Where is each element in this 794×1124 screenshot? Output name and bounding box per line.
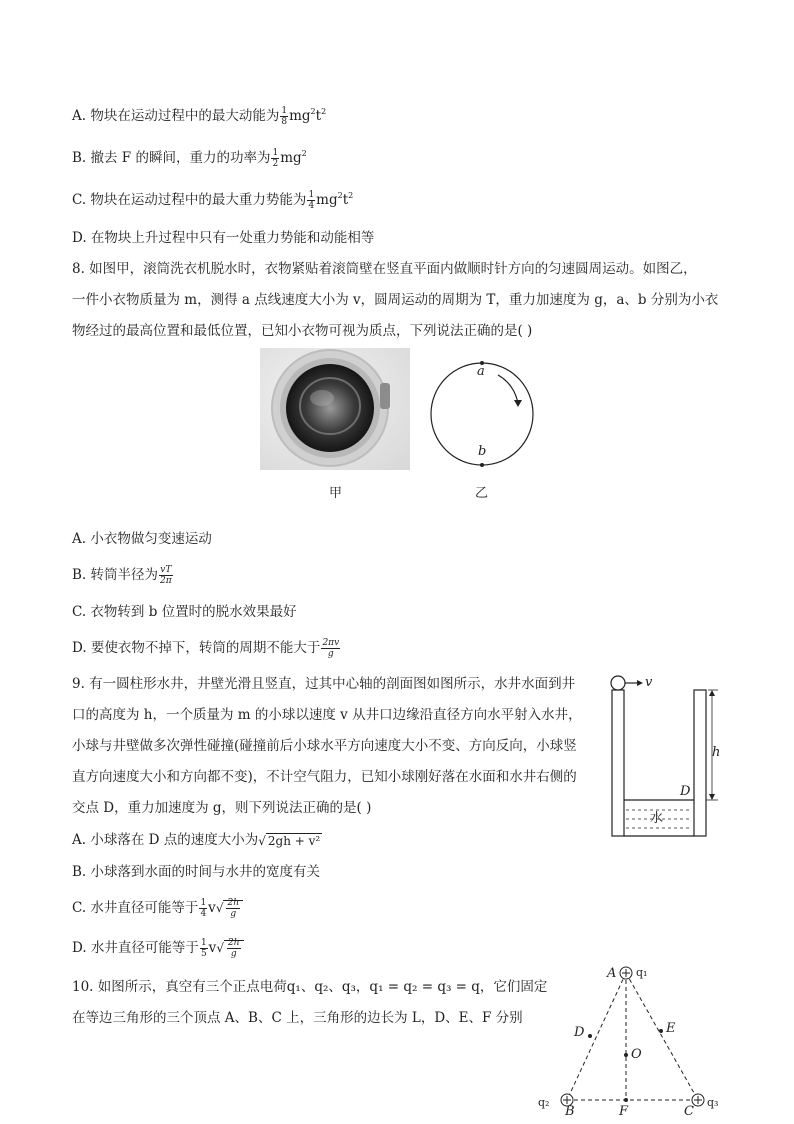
sqrt-expression: √ $\frac{2h}{g}$ — [216, 898, 243, 919]
triangle-charge-diagram — [530, 960, 730, 1124]
velocity-label: v — [645, 675, 653, 690]
charge-q3-label: q₃ — [707, 1096, 719, 1109]
q7-option-b: B. 撤去 F 的瞬间，重力的功率为 $\frac{1}{2}$ $mg^2$ — [72, 148, 307, 169]
q8-option-d: D. 要使衣物不掉下，转筒的周期不能大于 $\frac{2\pi v}{g}$ — [72, 638, 340, 659]
q8-option-c: C. 衣物转到 b 位置时的脱水效果最好 — [72, 604, 297, 620]
q8-option-b: B. 转筒半径为 $\frac{vT}{2\pi}$ — [72, 565, 172, 586]
q9-option-b: B. 小球落到水面的时间与水井的宽度有关 — [72, 864, 321, 880]
point-f-label: F — [619, 1104, 629, 1119]
washing-machine-photo — [260, 348, 410, 474]
q7-option-c: C. 物块在运动过程中的最大重力势能为 $\frac{1}{4}$ $mg^2t^2$ — [72, 190, 354, 211]
q8-stem-line3: 物经过的最高位置和最低位置，已知小衣物可视为质点，下列说法正确的是( ) — [72, 323, 533, 339]
q8-option-a: A. 小衣物做匀变速运动 — [72, 531, 212, 547]
figure-yi-caption: 乙 — [475, 486, 489, 501]
q9-stem-line3: 小球与井壁做多次弹性碰撞(碰撞前后小球水平方向速度大小不变、方向反向，小球竖 — [72, 738, 577, 754]
q7-option-d: D. 在物块上升过程中只有一处重力势能和动能相等 — [72, 230, 375, 246]
point-b-label: b — [478, 444, 487, 459]
figure-jia-caption: 甲 — [329, 486, 343, 501]
q7-option-a: A. 物块在运动过程中的最大动能为 $\frac{1}{8}$ $mg^2t^2$ — [72, 106, 327, 127]
fraction: $\frac{1}{5}$ — [200, 938, 207, 959]
q9-option-c: C. 水井直径可能等于 $\frac{1}{4}$ v√ $\frac{2h}{g}$ — [72, 898, 243, 919]
fraction: $\frac{1}{4}$ — [308, 190, 315, 211]
vertex-b-label: B — [565, 1104, 575, 1119]
point-a-label: a — [477, 364, 485, 379]
vertex-c-label: C — [684, 1104, 694, 1119]
q10-stem-line1: 10. 如图所示，真空有三个正点电荷q₁、q₂、q₃，q₁ = q₂ = q₃ = q，它们固定 — [72, 979, 548, 995]
q8-stem-line1: 8. 如图甲，滚筒洗衣机脱水时，衣物紧贴着滚筒壁在竖直平面内做顺时针方向的匀速圆周运动。如图乙， — [72, 261, 697, 277]
charge-q1-label: q₁ — [636, 966, 648, 979]
fraction: $\frac{2\pi v}{g}$ — [322, 638, 340, 659]
q9-stem-line5: 交点 D，重力加速度为 g，则下列说法正确的是( ) — [72, 800, 372, 816]
fraction: $\frac{1}{4}$ — [200, 898, 207, 919]
q9-stem-line1: 9. 有一圆柱形水井，井壁光滑且竖直，过其中心轴的剖面图如图所示，水井水面到井 — [72, 676, 576, 692]
charge-q2-label: q₂ — [538, 1096, 550, 1109]
q8-stem-line2: 一件小衣物质量为 m，测得 a 点线速度大小为 v，圆周运动的周期为 T，重力加速度为 g，a、b 分别为小衣 — [72, 292, 719, 308]
point-d-label: D — [680, 784, 691, 799]
q9-stem-line4: 直方向速度大小和方向都不变)，不计空气阻力，已知小球刚好落在水面和水井右侧的 — [72, 769, 577, 785]
water-label: 水 — [650, 811, 664, 826]
point-d-label: D — [574, 1025, 585, 1040]
fraction: $\frac{1}{8}$ — [281, 106, 288, 127]
fraction: $\frac{vT}{2\pi}$ — [160, 565, 172, 586]
point-e-label: E — [666, 1021, 676, 1036]
height-label: h — [712, 745, 721, 760]
q9-option-d: D. 水井直径可能等于 $\frac{1}{5}$ v√ $\frac{2h}{g}$ — [72, 938, 244, 959]
q10-stem-line2: 在等边三角形的三个顶点 A、B、C 上，三角形的边长为 L，D、E、F 分别 — [72, 1010, 523, 1026]
q9-stem-line2: 口的高度为 h，一个质量为 m 的小球以速度 v 从井口边缘沿直径方向水平射入水井， — [72, 707, 582, 723]
sqrt-expression: √ 2gh + v² — [258, 833, 321, 848]
sqrt-expression: √ $\frac{2h}{g}$ — [216, 938, 243, 959]
vertex-a-label: A — [607, 966, 617, 981]
q9-option-a: A. 小球落在 D 点的速度大小为√ 2gh + v² — [72, 830, 322, 851]
fraction: $\frac{1}{2}$ — [272, 148, 279, 169]
point-o-label: O — [631, 1047, 642, 1062]
